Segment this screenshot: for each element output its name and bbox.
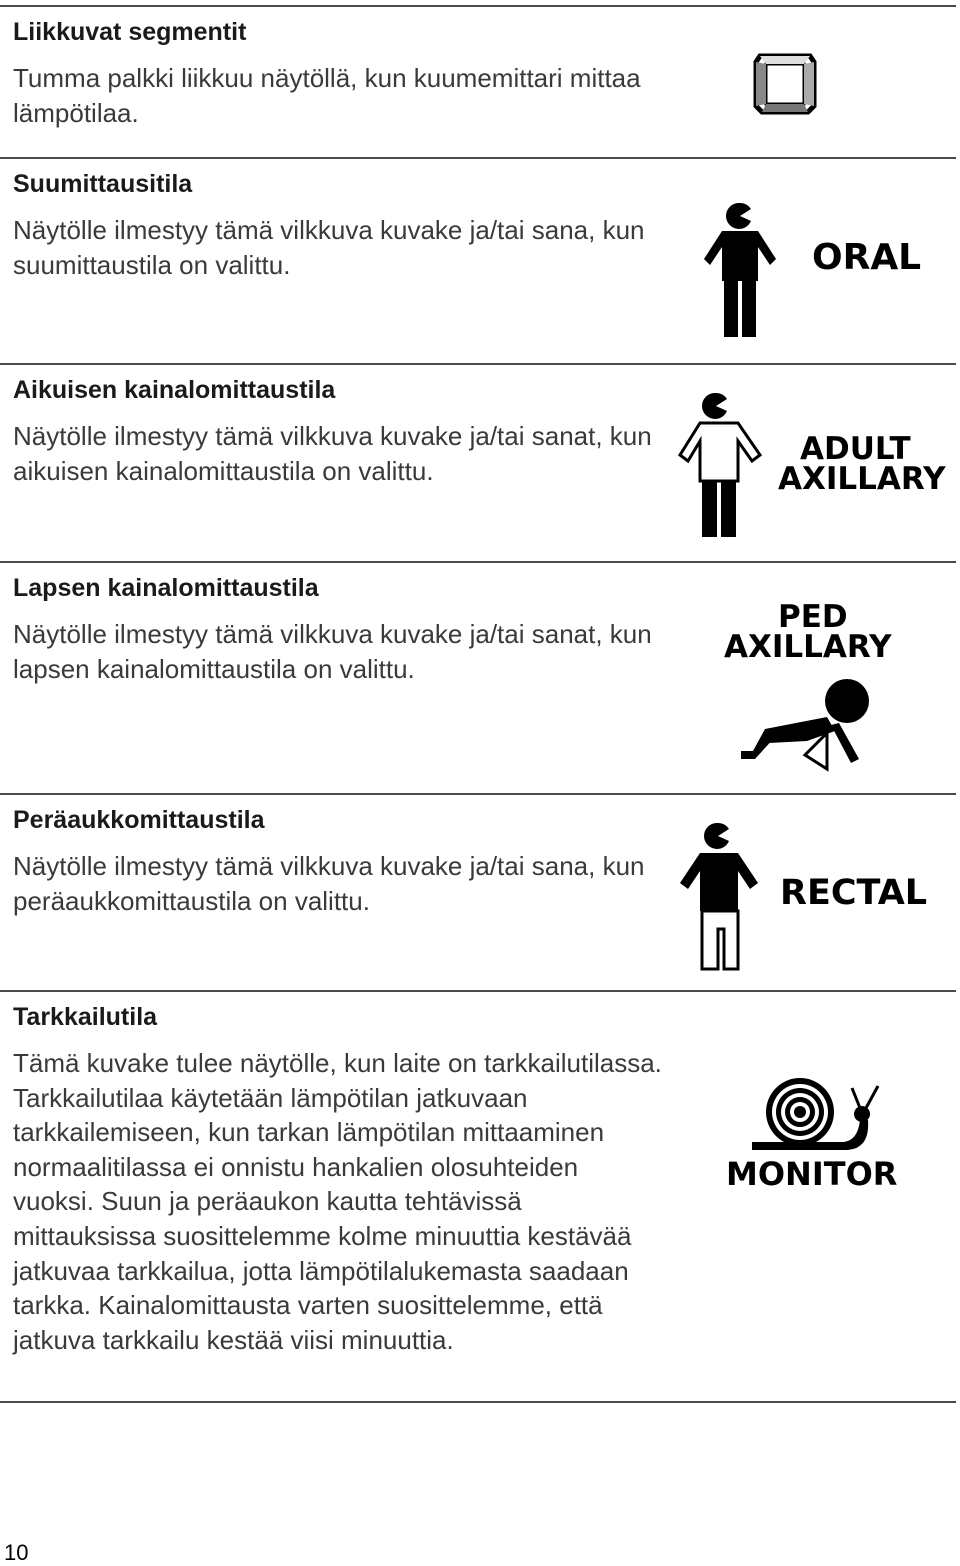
section-description: Näytölle ilmestyy tämä vilkkuva kuvake ja/tai sanat, kun lapsen kainalomittaustila on valittu. [13, 619, 652, 684]
section-title: Aikuisen kainalomittaustila [13, 376, 336, 404]
section-title: Peräaukkomittaustila [13, 806, 265, 834]
section-description: Tumma palkki liikkuu näytöllä, kun kuumemittari mittaa lämpötilaa. [13, 63, 641, 128]
snail-icon [748, 1070, 882, 1150]
section-child-axillary-mode [0, 561, 956, 795]
section-title: Tarkkailutila [13, 1003, 158, 1031]
section-title: Lapsen kainalomittaustila [13, 574, 319, 602]
section-rectal-mode [0, 793, 956, 992]
axillary-label: AXILLARY [724, 629, 892, 665]
section-description: Tämä kuvake tulee näytölle, kun laite on tarkkailutilassa. Tarkkailutilaa käytetään lämpötilan jatkuvaan tarkkailemiseen, kun tarkan lämpötilan mittaaminen normaalitilassa ei onnistu hankalien olosuhteiden vuoksi. Suun ja peräaukon kautta tehtävissä mittauksissa suosittelemme kolme minuuttia kestävää jatkuvaa tarkkailua, jotta lämpötilalukemasta saadaan tarkka. Kainalomittausta varten suosittelemme, että jatkuva tarkkailu kestää viisi minuuttia. [13, 1048, 662, 1355]
section-monitor-mode [0, 990, 956, 1403]
monitor-label: MONITOR [726, 1155, 898, 1193]
section-oral-mode [0, 157, 956, 365]
page-number: 10 [4, 1540, 29, 1565]
rectal-figure-icon [678, 819, 764, 973]
section-moving-segments [0, 5, 956, 159]
adult-label: ADULT [800, 431, 911, 467]
axillary-label: AXILLARY [778, 461, 946, 497]
section-description: Näytölle ilmestyy tämä vilkkuva kuvake ja/tai sanat, kun aikuisen kainalomittaustila on valittu. [13, 421, 652, 486]
oral-figure-icon [700, 197, 780, 337]
section-title: Suumittausitila [13, 170, 193, 198]
section-title: Liikkuvat segmentit [13, 18, 247, 46]
ped-label: PED [778, 599, 848, 635]
rectal-label: RECTAL [780, 873, 928, 913]
section-description: Näytölle ilmestyy tämä vilkkuva kuvake ja/tai sana, kun peräaukkomittaustila on valittu. [13, 851, 645, 916]
section-adult-axillary-mode [0, 363, 956, 563]
adult-axillary-figure-icon [676, 389, 766, 539]
oral-label: ORAL [812, 237, 922, 278]
crawling-child-icon [735, 677, 885, 773]
moving-segment-icon [752, 52, 818, 116]
section-description: Näytölle ilmestyy tämä vilkkuva kuvake ja/tai sana, kun suumittaustila on valittu. [13, 215, 645, 280]
